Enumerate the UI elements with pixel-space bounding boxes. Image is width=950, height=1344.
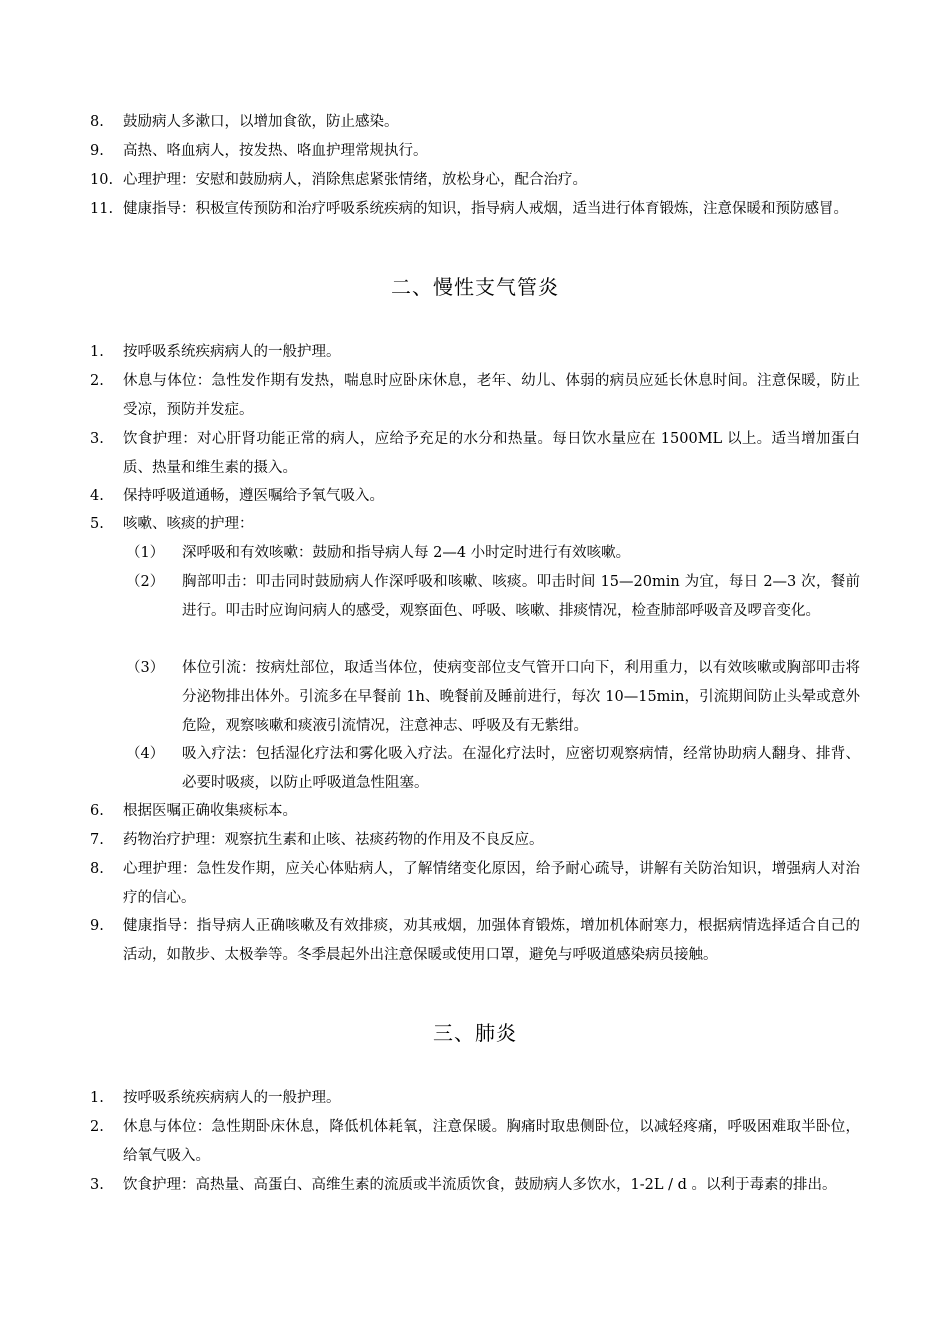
list-item: [90, 855, 860, 913]
item-text: 按呼吸系统疾病病人的一般护理。: [123, 344, 341, 360]
list-item: [90, 797, 860, 826]
item-number: 2.: [90, 373, 104, 389]
list-item: [90, 425, 860, 483]
sub-item-text: 体位引流：按病灶部位，取适当体位，使病变部位支气管开口向下，利用重力，以有效咳嗽或胸部叩击将分泌物排出体外。引流多在早餐前 1h、晚餐前及睡前进行，每次 10—15min，引流期间防止头晕或意外危险，观察咳嗽和痰液引流情况，注意神志、呼吸及有无紫绀。: [182, 660, 860, 734]
sub-list-item: [126, 740, 860, 798]
list-item: [90, 166, 860, 195]
item-text: 休息与体位：急性期卧床休息，降低机体耗氧，注意保暖。胸痛时取患侧卧位，以减轻疼痛，呼吸困难取半卧位，给氧气吸入。: [123, 1119, 860, 1164]
item-text: 高热、咯血病人，按发热、咯血护理常规执行。: [123, 143, 428, 159]
item-text: 心理护理：急性发作期，应关心体贴病人，了解情绪变化原因，给予耐心疏导，讲解有关防治知识，增强病人对治疗的信心。: [123, 861, 860, 906]
item-text: 保持呼吸道通畅，遵医嘱给予氧气吸入。: [123, 488, 384, 504]
item-number: 9.: [90, 918, 104, 934]
item-number: 3.: [90, 431, 104, 447]
item-text: 根据医嘱正确收集痰标本。: [123, 803, 297, 819]
sub-item-number: （3）: [126, 660, 165, 676]
sub-item-text: 胸部叩击：叩击同时鼓励病人作深呼吸和咳嗽、咳痰。叩击时间 15—20min 为宜，每日 2—3 次，餐前进行。叩击时应询问病人的感受，观察面色、呼吸、咳嗽、排痰情况，检查肺部呼吸音及啰音变化。: [182, 574, 860, 619]
list-item: [90, 1171, 860, 1200]
sub-list-item: [126, 539, 860, 568]
item-number: 8.: [90, 114, 104, 130]
item-number: 8.: [90, 861, 104, 877]
item-number: 6.: [90, 803, 104, 819]
item-text: 饮食护理：高热量、高蛋白、高维生素的流质或半流质饮食，鼓励病人多饮水，1-2L / d 。以利于毒素的排出。: [123, 1177, 837, 1193]
item-number: 3.: [90, 1177, 104, 1193]
item-number: 1.: [90, 1090, 104, 1106]
list-item: [90, 108, 860, 137]
item-text: 咳嗽、咳痰的护理：: [123, 516, 254, 532]
list-item: [90, 1084, 860, 1113]
sub-item-number: （1）: [126, 545, 165, 561]
sub-item-number: （2）: [126, 574, 165, 590]
list-item: [90, 482, 860, 511]
item-number: 4.: [90, 488, 104, 504]
item-number: 10.: [90, 172, 114, 188]
list-item: [90, 137, 860, 166]
item-text: 药物治疗护理：观察抗生素和止咳、祛痰药物的作用及不良反应。: [123, 832, 544, 848]
item-text: 休息与体位：急性发作期有发热，喘息时应卧床休息，老年、幼儿、体弱的病员应延长休息时间。注意保暖，防止受凉，预防并发症。: [123, 373, 860, 418]
list-item: [90, 912, 860, 970]
list-item: [90, 367, 860, 425]
item-text: 心理护理：安慰和鼓励病人，消除焦虑紧张情绪，放松身心，配合治疗。: [123, 172, 587, 188]
item-number: 1.: [90, 344, 104, 360]
sub-item-text: 深呼吸和有效咳嗽：鼓励和指导病人每 2—4 小时定时进行有效咳嗽。: [182, 545, 631, 561]
item-text: 健康指导：积极宣传预防和治疗呼吸系统疾病的知识，指导病人戒烟，适当进行体育锻炼，注意保暖和预防感冒。: [123, 201, 848, 217]
item-number: 9.: [90, 143, 104, 159]
item-number: 2.: [90, 1119, 104, 1135]
list-item: [90, 1113, 860, 1171]
item-text: 饮食护理：对心肝肾功能正常的病人，应给予充足的水分和热量。每日饮水量应在 1500ML 以上。适当增加蛋白质、热量和维生素的摄入。: [123, 431, 860, 476]
sub-list-item: [126, 654, 860, 741]
item-number: 5.: [90, 516, 104, 532]
sub-list-item: [126, 568, 860, 626]
list-item: [90, 195, 860, 224]
section-heading: 二、慢性支气管炎: [391, 275, 559, 299]
section-heading: 三、肺炎: [433, 1021, 517, 1045]
item-text: 鼓励病人多漱口，以增加食欲，防止感染。: [123, 114, 399, 130]
sub-item-text: 吸入疗法：包括湿化疗法和雾化吸入疗法。在湿化疗法时，应密切观察病情，经常协助病人翻身、排背、必要时吸痰，以防止呼吸道急性阻塞。: [182, 746, 860, 791]
item-text: 按呼吸系统疾病病人的一般护理。: [123, 1090, 341, 1106]
list-item: [90, 338, 860, 367]
list-item: [90, 826, 860, 855]
list-item: [90, 510, 860, 539]
item-number: 11.: [90, 201, 114, 217]
sub-item-number: （4）: [126, 746, 165, 762]
item-text: 健康指导：指导病人正确咳嗽及有效排痰，劝其戒烟，加强体育锻炼，增加机体耐寒力，根据病情选择适合自己的活动，如散步、太极拳等。冬季晨起外出注意保暖或使用口罩，避免与呼吸道感染病员接触。: [123, 918, 860, 963]
item-number: 7.: [90, 832, 104, 848]
